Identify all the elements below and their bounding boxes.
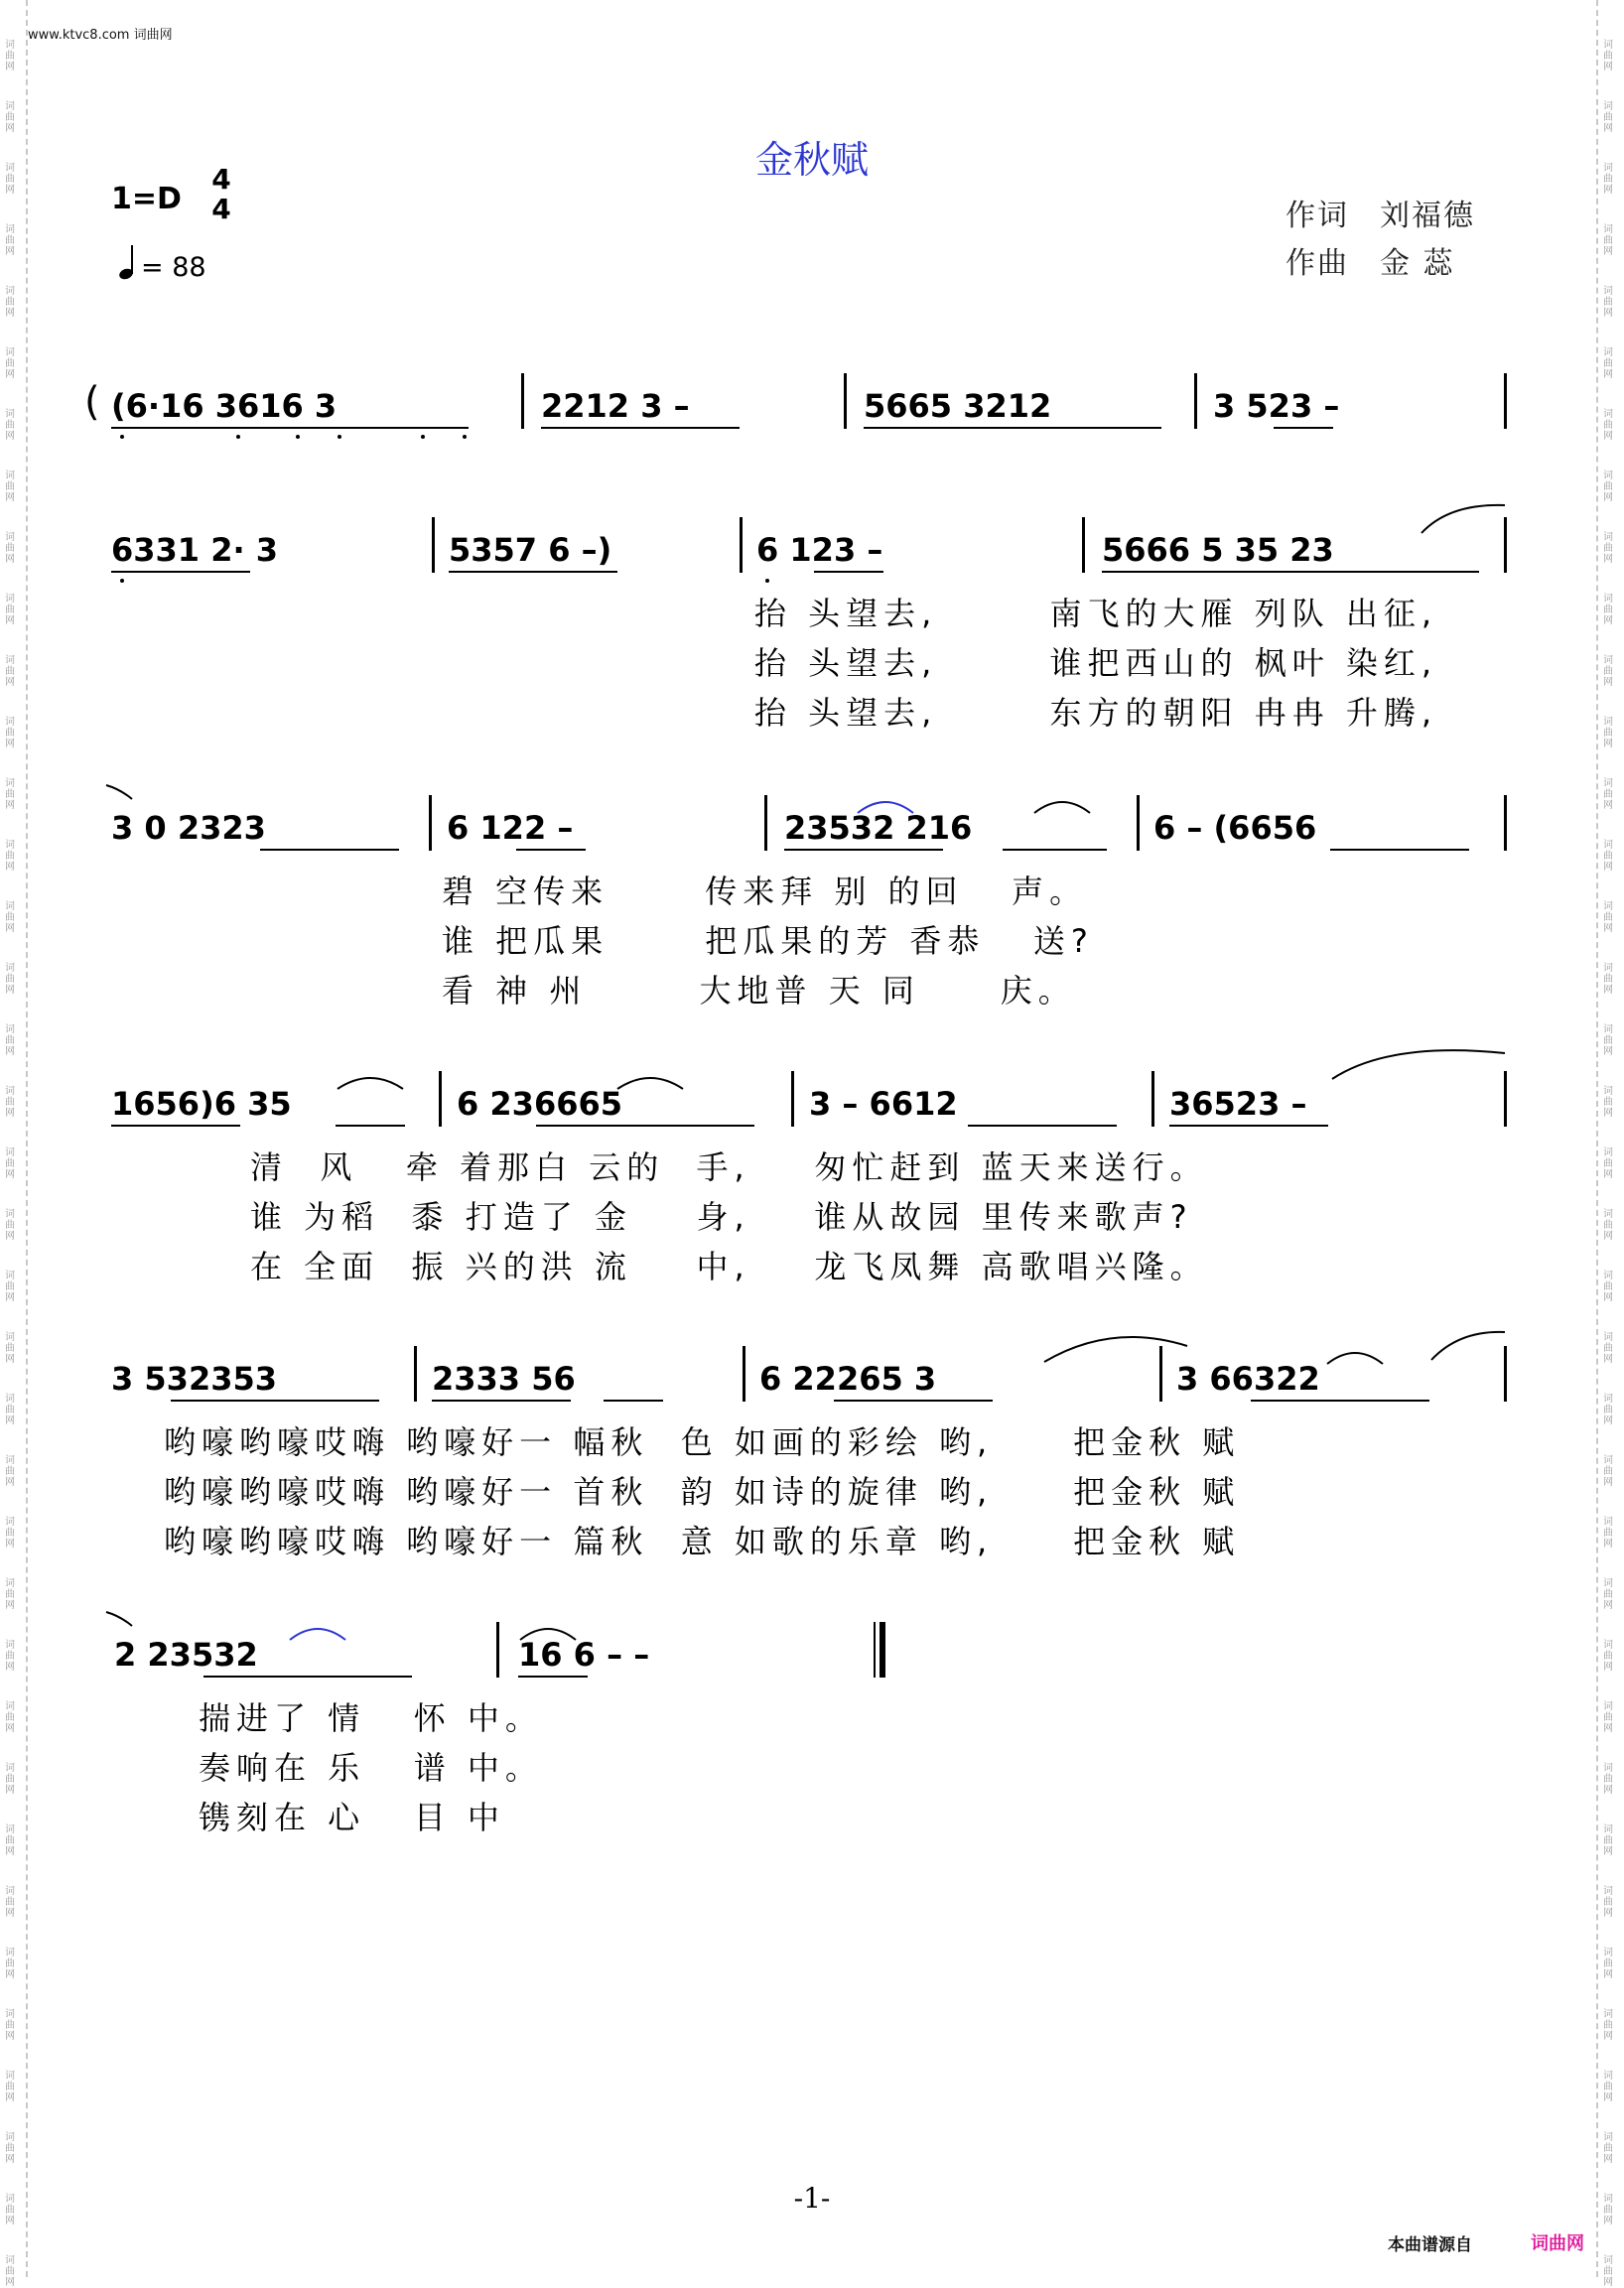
watermark-text: 词曲网 xyxy=(1603,1455,1613,1488)
eighth-beam xyxy=(864,427,1161,429)
lyricist-name: 刘福德 xyxy=(1380,199,1475,233)
measure-4-3: 3 – 6612 xyxy=(809,1085,958,1123)
tie-mark xyxy=(104,783,134,803)
lyricist-credit xyxy=(1286,191,1475,234)
eighth-beam xyxy=(1102,571,1479,573)
slur xyxy=(1420,501,1509,535)
song-title: 金秋赋 xyxy=(754,138,869,182)
eighth-beam xyxy=(814,571,883,573)
barline xyxy=(1151,1071,1154,1127)
eighth-beam xyxy=(834,1400,993,1402)
watermark-text: 词曲网 xyxy=(5,1455,15,1488)
eighth-beam xyxy=(604,1400,663,1402)
measure-5-1: 3 532353 xyxy=(111,1360,277,1398)
measure-5-3: 6 22265 3 xyxy=(759,1360,937,1398)
lyric-verse-1: 清 风 牵 着那白 云的 手, 匆忙赶到 蓝天来送行。 xyxy=(250,1148,1208,1186)
slur xyxy=(518,1622,578,1642)
eighth-beam xyxy=(260,849,399,851)
watermark-text: 词曲网 xyxy=(1603,1147,1613,1180)
time-signature xyxy=(208,165,234,224)
measure-3-4: 6 – (6656 xyxy=(1153,809,1317,847)
lyricist-role: 作词 xyxy=(1286,199,1349,233)
quarter-note-icon xyxy=(119,243,141,281)
composer-credit xyxy=(1286,238,1455,282)
eighth-beam xyxy=(541,427,740,429)
eighth-beam xyxy=(336,1125,405,1127)
lyric-verse-2: 谁 为稻 黍 打造了 金 身, 谁从故园 里传来歌声? xyxy=(250,1198,1193,1236)
lyric-verse-3: 镌刻在 心 目 中 xyxy=(199,1799,505,1836)
eighth-beam xyxy=(1274,427,1333,429)
right-watermark-strip xyxy=(1596,0,1624,2288)
low-octave-dot xyxy=(463,435,467,439)
barline xyxy=(791,1071,794,1127)
slur xyxy=(1330,1041,1509,1081)
watermark-text: 词曲网 xyxy=(5,1209,15,1242)
lyric-verse-1: 碧 空传来 传来拜 别 的回 声。 xyxy=(442,873,1088,910)
watermark-text: 词曲网 xyxy=(1603,2194,1613,2226)
watermark-text: 词曲网 xyxy=(1603,1024,1613,1057)
barline xyxy=(432,517,435,573)
watermark-text: 词曲网 xyxy=(1603,1394,1613,1426)
watermark-text: 词曲网 xyxy=(1603,2071,1613,2103)
eighth-beam xyxy=(203,1676,412,1678)
tie-mark xyxy=(104,1610,134,1630)
watermark-text: 词曲网 xyxy=(1603,2255,1613,2288)
measure-4-4: 36523 – xyxy=(1169,1085,1307,1123)
barline xyxy=(743,1346,745,1402)
slur xyxy=(336,1071,405,1091)
watermark-text: 词曲网 xyxy=(1603,1578,1613,1611)
lyric-verse-3: 看 神 州 大地普 天 同 庆。 xyxy=(442,972,1076,1009)
measure-5-4: 3 66322 xyxy=(1176,1360,1320,1398)
watermark-text: 词曲网 xyxy=(5,1024,15,1057)
low-octave-dot xyxy=(338,435,341,439)
barline xyxy=(740,517,743,573)
eighth-beam xyxy=(784,849,943,851)
watermark-text: 词曲网 xyxy=(1603,594,1613,626)
key-signature: 1=D xyxy=(111,182,182,216)
eighth-beam xyxy=(449,571,617,573)
slur xyxy=(1429,1328,1509,1362)
watermark-text: 词曲网 xyxy=(1603,471,1613,503)
watermark-text: 词曲网 xyxy=(5,1147,15,1180)
watermark-text: 词曲网 xyxy=(1603,1271,1613,1303)
low-octave-dot xyxy=(236,435,240,439)
barline xyxy=(439,1071,442,1127)
slur xyxy=(1325,1346,1385,1366)
lyric-verse-1: 揣进了 情 怀 中。 xyxy=(199,1699,543,1737)
watermark-text: 词曲网 xyxy=(5,471,15,503)
lyric-verse-1: 哟嚎哟嚎哎嗨 哟嚎好一 幅秋 色 如画的彩绘 哟, 把金秋 赋 xyxy=(164,1423,1241,1461)
low-octave-dot xyxy=(120,435,124,439)
barline xyxy=(1194,373,1197,429)
measure-1-2: 2212 3 – xyxy=(541,387,690,425)
watermark-text: 词曲网 xyxy=(1603,1701,1613,1734)
watermark-text: 词曲网 xyxy=(1603,532,1613,565)
slur xyxy=(288,1622,347,1642)
measure-1-3: 5665 3212 xyxy=(864,387,1052,425)
low-octave-dot xyxy=(421,435,425,439)
watermark-text: 词曲网 xyxy=(5,717,15,749)
watermark-text: 词曲网 xyxy=(5,1948,15,1980)
low-octave-dot xyxy=(120,579,124,583)
barline xyxy=(521,373,524,429)
opening-paren: ( xyxy=(84,379,100,425)
watermark-text: 词曲网 xyxy=(5,2071,15,2103)
slur xyxy=(1042,1330,1191,1364)
barline xyxy=(414,1346,417,1402)
watermark-text: 词曲网 xyxy=(1603,655,1613,688)
watermark-text: 词曲网 xyxy=(1603,1763,1613,1796)
final-barline-thick xyxy=(880,1622,885,1678)
time-signature-top: 4 xyxy=(211,163,231,196)
watermark-text: 词曲网 xyxy=(1603,286,1613,319)
barline xyxy=(429,795,432,851)
barline xyxy=(1504,373,1507,429)
watermark-text: 词曲网 xyxy=(5,2009,15,2042)
low-octave-dot xyxy=(296,435,300,439)
eighth-beam xyxy=(111,1125,240,1127)
watermark-text: 词曲网 xyxy=(5,2194,15,2226)
watermark-text: 词曲网 xyxy=(5,101,15,134)
measure-2-2: 5357 6 –) xyxy=(449,531,612,569)
watermark-text: 词曲网 xyxy=(5,286,15,319)
lyric-verse-3: 在 全面 振 兴的洪 流 中, 龙飞凤舞 高歌唱兴隆。 xyxy=(250,1248,1208,1285)
left-watermark-strip xyxy=(0,0,28,2288)
watermark-text: 词曲网 xyxy=(1603,963,1613,996)
barline xyxy=(1504,795,1507,851)
eighth-beam xyxy=(1330,849,1469,851)
lyric-verse-2: 哟嚎哟嚎哎嗨 哟嚎好一 首秋 韵 如诗的旋律 哟, 把金秋 赋 xyxy=(164,1473,1241,1511)
watermark-text: 词曲网 xyxy=(1603,1886,1613,1919)
measure-3-1: 3 0 2323 xyxy=(111,809,266,847)
eighth-beam xyxy=(516,849,586,851)
watermark-text: 词曲网 xyxy=(1603,1640,1613,1673)
watermark-text: 词曲网 xyxy=(1603,40,1613,72)
barline xyxy=(1082,517,1085,573)
eighth-beam xyxy=(1169,1125,1328,1127)
slur xyxy=(1032,795,1092,815)
footer-source-label: 本曲谱源自 xyxy=(1388,2235,1472,2255)
eighth-beam xyxy=(518,1676,588,1678)
watermark-text: 词曲网 xyxy=(5,901,15,934)
watermark-text: 词曲网 xyxy=(1603,224,1613,257)
time-signature-bottom: 4 xyxy=(211,193,231,225)
low-octave-dot xyxy=(765,579,769,583)
watermark-text: 词曲网 xyxy=(5,224,15,257)
watermark-text: 词曲网 xyxy=(1603,1332,1613,1365)
slur xyxy=(615,1071,685,1091)
watermark-text: 词曲网 xyxy=(1603,778,1613,811)
watermark-text: 词曲网 xyxy=(5,409,15,442)
watermark-text: 词曲网 xyxy=(5,963,15,996)
eighth-beam xyxy=(111,571,250,573)
measure-2-1: 6331 2· 3 xyxy=(111,531,279,569)
watermark-text: 词曲网 xyxy=(5,2255,15,2288)
eighth-beam xyxy=(1251,1400,1429,1402)
eighth-beam xyxy=(536,1125,754,1127)
lyric-verse-2: 谁 把瓜果 把瓜果的芳 香恭 送? xyxy=(442,922,1094,960)
watermark-text: 词曲网 xyxy=(5,1640,15,1673)
composer-role: 作曲 xyxy=(1286,246,1349,281)
watermark-text: 词曲网 xyxy=(5,778,15,811)
measure-2-3: 6 123 – xyxy=(756,531,883,569)
watermark-text: 词曲网 xyxy=(5,1271,15,1303)
barline xyxy=(764,795,767,851)
watermark-text: 词曲网 xyxy=(5,2132,15,2165)
watermark-text: 词曲网 xyxy=(1603,1517,1613,1549)
measure-6-2: 16 6 – – xyxy=(518,1636,650,1674)
watermark-text: 词曲网 xyxy=(1603,101,1613,134)
watermark-text: 词曲网 xyxy=(5,1578,15,1611)
measure-1-1: (6·16 3616 3 xyxy=(111,387,338,425)
watermark-text: 词曲网 xyxy=(5,1517,15,1549)
watermark-text: 词曲网 xyxy=(5,1086,15,1119)
measure-3-2: 6 122 – xyxy=(447,809,574,847)
watermark-text: 词曲网 xyxy=(1603,1209,1613,1242)
watermark-text: 词曲网 xyxy=(5,163,15,196)
site-url[interactable]: www.ktvc8.com 词曲网 xyxy=(28,28,173,43)
watermark-text: 词曲网 xyxy=(1603,1824,1613,1857)
eighth-beam xyxy=(111,427,469,429)
slur xyxy=(856,795,915,815)
eighth-beam xyxy=(1003,849,1107,851)
page-number: -1- xyxy=(793,2182,831,2215)
watermark-text: 词曲网 xyxy=(5,1824,15,1857)
measure-4-2: 6 236665 xyxy=(457,1085,622,1123)
watermark-text: 词曲网 xyxy=(5,532,15,565)
measure-3-3: 23532 216 xyxy=(784,809,973,847)
watermark-text: 词曲网 xyxy=(1603,840,1613,873)
eighth-beam xyxy=(968,1125,1117,1127)
watermark-text: 词曲网 xyxy=(1603,163,1613,196)
watermark-text: 词曲网 xyxy=(1603,2132,1613,2165)
tempo-value: = 88 xyxy=(141,252,206,283)
watermark-text: 词曲网 xyxy=(1603,901,1613,934)
watermark-text: 词曲网 xyxy=(5,1701,15,1734)
watermark-text: 词曲网 xyxy=(5,840,15,873)
lyric-verse-1: 抬 头望去, 南飞的大雁 列队 出征, xyxy=(754,595,1438,632)
lyric-verse-2: 奏响在 乐 谱 中。 xyxy=(199,1749,543,1787)
watermark-text: 词曲网 xyxy=(1603,717,1613,749)
watermark-text: 词曲网 xyxy=(5,347,15,380)
lyric-verse-3: 哟嚎哟嚎哎嗨 哟嚎好一 篇秋 意 如歌的乐章 哟, 把金秋 赋 xyxy=(164,1523,1241,1560)
barline xyxy=(1137,795,1140,851)
watermark-text: 词曲网 xyxy=(5,1394,15,1426)
watermark-text: 词曲网 xyxy=(1603,2009,1613,2042)
composer-name: 金 蕊 xyxy=(1380,246,1455,281)
watermark-text: 词曲网 xyxy=(5,1886,15,1919)
eighth-beam xyxy=(432,1400,571,1402)
footer-brand-link[interactable]: 词曲网 xyxy=(1531,2233,1584,2254)
lyric-verse-2: 抬 头望去, 谁把西山的 枫叶 染红, xyxy=(754,644,1438,682)
barline xyxy=(496,1622,499,1678)
barline xyxy=(844,373,847,429)
watermark-text: 词曲网 xyxy=(5,1763,15,1796)
measure-4-1: 1656)6 35 xyxy=(111,1085,292,1123)
measure-1-4: 3 523 – xyxy=(1213,387,1340,425)
measure-5-2: 2333 56 xyxy=(432,1360,576,1398)
watermark-text: 词曲网 xyxy=(5,594,15,626)
measure-2-4: 5666 5 35 23 xyxy=(1102,531,1334,569)
watermark-text: 词曲网 xyxy=(1603,1086,1613,1119)
watermark-text: 词曲网 xyxy=(1603,1948,1613,1980)
eighth-beam xyxy=(171,1400,379,1402)
watermark-text: 词曲网 xyxy=(1603,347,1613,380)
watermark-text: 词曲网 xyxy=(1603,409,1613,442)
watermark-text: 词曲网 xyxy=(5,655,15,688)
final-barline-thin xyxy=(874,1622,876,1678)
measure-6-1: 2 23532 xyxy=(114,1636,258,1674)
watermark-text: 词曲网 xyxy=(5,40,15,72)
lyric-verse-3: 抬 头望去, 东方的朝阳 冉冉 升腾, xyxy=(754,694,1438,732)
watermark-text: 词曲网 xyxy=(5,1332,15,1365)
